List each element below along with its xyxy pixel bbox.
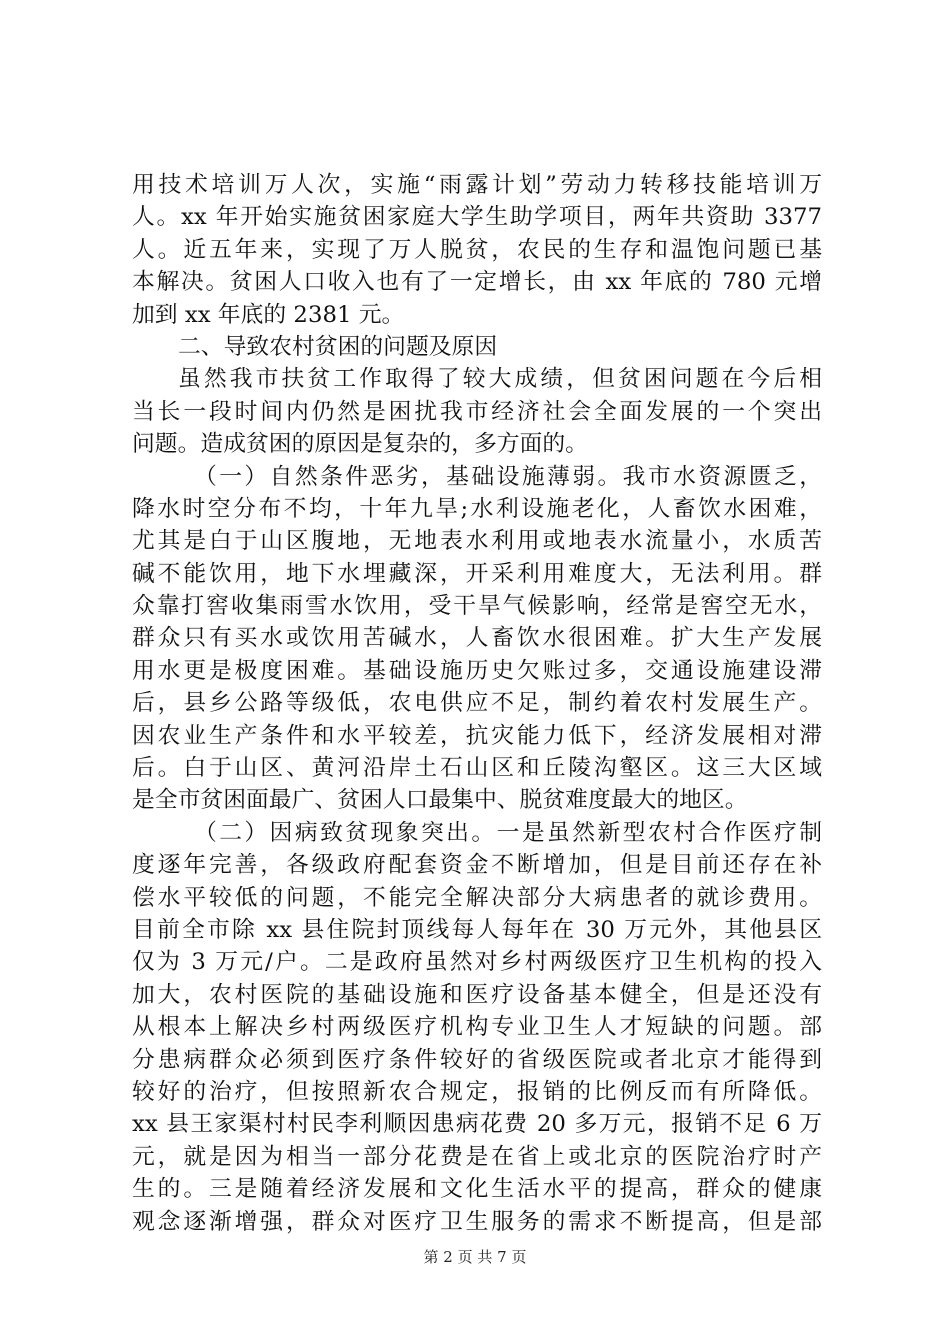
- paragraph-line: 从根本上解决乡村两级医疗机构专业卫生人才短缺的问题。部: [132, 1014, 822, 1041]
- paragraph-line: 用技术培训万人次，实施“雨露计划”劳动力转移技能培训万: [132, 172, 822, 198]
- page-number: 第 2 页 共 7 页: [423, 1248, 527, 1266]
- paragraph-line: 当长一段时间内仍然是困扰我市经济社会全面发展的一个突出: [132, 398, 822, 425]
- paragraph-line: 加大，农村医院的基础设施和医疗设备基本健全，但是还没有: [132, 981, 822, 1008]
- paragraph-line: 用水更是极度困难。基础设施历史欠账过多，交通设施建设滞: [132, 657, 822, 684]
- paragraph-line: 因农业生产条件和水平较差，抗灾能力低下，经济发展相对滞: [132, 722, 822, 749]
- paragraph-line: （一）自然条件恶劣，基础设施薄弱。我市水资源匮乏，: [194, 463, 822, 490]
- section-heading: 二、导致农村贫困的问题及原因: [178, 333, 498, 360]
- paragraph-line: 后。白于山区、黄河沿岸土石山区和丘陵沟壑区。这三大区域: [132, 755, 822, 782]
- paragraph-line: 分患病群众必须到医疗条件较好的省级医院或者北京才能得到: [132, 1046, 822, 1073]
- paragraph-line: 元，就是因为相当一部分花费是在省上或北京的医院治疗时产: [132, 1143, 822, 1170]
- paragraph-line: 度逐年完善，各级政府配套资金不断增加，但是目前还存在补: [132, 852, 822, 879]
- paragraph-line: 仅为 3 万元/户。二是政府虽然对乡村两级医疗卫生机构的投入: [132, 949, 822, 976]
- paragraph-line: 降水时空分布不均，十年九旱;水利设施老化，人畜饮水困难，: [132, 495, 822, 522]
- paragraph-line: 虽然我市扶贫工作取得了较大成绩，但贫困问题在今后相: [178, 366, 822, 393]
- paragraph-line: 目前全市除 xx 县住院封顶线每人每年在 30 万元外，其他县区: [132, 916, 822, 943]
- paragraph-line: 是全市贫困面最广、贫困人口最集中、脱贫难度最大的地区。: [132, 787, 748, 814]
- paragraph-line: 观念逐渐增强，群众对医疗卫生服务的需求不断提高，但是部: [132, 1208, 822, 1235]
- paragraph-line: 加到 xx 年底的 2381 元。: [132, 301, 405, 328]
- document-body: [132, 169, 822, 1238]
- paragraph-line: 尤其是白于山区腹地，无地表水利用或地表水流量小，水质苦: [132, 528, 822, 555]
- paragraph-line: （二）因病致贫现象突出。一是虽然新型农村合作医疗制: [194, 819, 822, 846]
- paragraph-line: 人。xx 年开始实施贫困家庭大学生助学项目，两年共资助 3377: [132, 204, 822, 231]
- paragraph-line: 问题。造成贫困的原因是复杂的，多方面的。: [132, 431, 588, 458]
- paragraph-line: 后，县乡公路等级低，农电供应不足，制约着农村发展生产。: [132, 690, 822, 717]
- paragraph-line: xx 县王家渠村村民李利顺因患病花费 20 多万元，报销不足 6 万: [132, 1111, 822, 1138]
- paragraph-line: 生的。三是随着经济发展和文化生活水平的提高，群众的健康: [132, 1176, 822, 1203]
- paragraph-line: 偿水平较低的问题，不能完全解决部分大病患者的就诊费用。: [132, 884, 822, 911]
- paragraph-line: 碱不能饮用，地下水埋藏深，开采利用难度大，无法利用。群: [132, 560, 822, 587]
- paragraph-line: 本解决。贫困人口收入也有了一定增长，由 xx 年底的 780 元增: [132, 269, 822, 296]
- paragraph-line: 人。近五年来，实现了万人脱贫，农民的生存和温饱问题已基: [132, 236, 822, 263]
- paragraph-line: 较好的治疗，但按照新农合规定，报销的比例反而有所降低。: [132, 1078, 822, 1105]
- paragraph-line: 群众只有买水或饮用苦碱水，人畜饮水很困难。扩大生产发展: [132, 625, 822, 652]
- paragraph-line: 众靠打窖收集雨雪水饮用，受干旱气候影响，经常是窖空无水，: [132, 593, 822, 620]
